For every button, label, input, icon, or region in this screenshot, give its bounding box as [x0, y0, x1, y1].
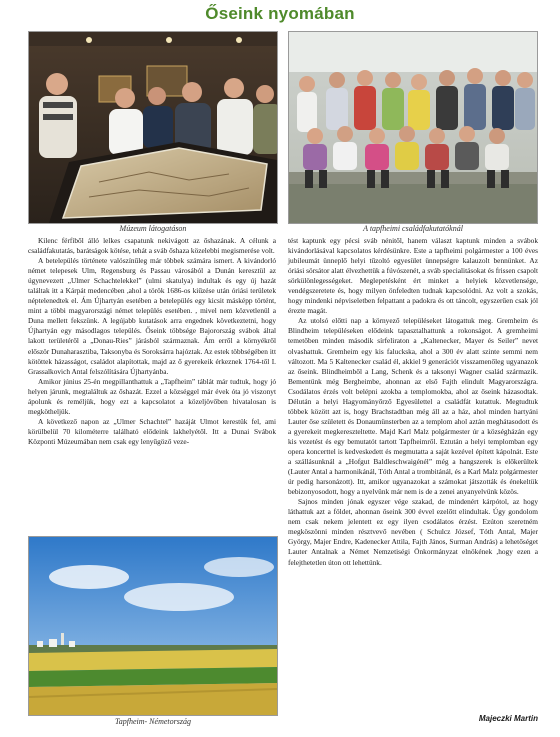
paragraph: Kilenc férfiből álló lelkes csapatunk nekivágott az őshazának. A célunk a családfakutatás, barátságok kötése, tehát a sváb őshaza közelebbi megismerése volt.: [28, 236, 276, 256]
museum-caption: Múzeum látogatáson: [119, 224, 187, 233]
paragraph: Az utolsó előtti nap a környező településeket látogattuk meg. Gremheim és Blindheim településeken elődeink tapasztalhattunk a rokonságot. A gremheimi temetőben minden második sírfeliraton a „Kaltenecker, Mayer és Seiler” nevet olvashattuk. Gremheim egy kis faluckska, ahol a 300 év alatt szinte semmi nem változott. Ma 5 Kaltenecker család él, akkiel 9 generációt visszamenőleg ugyanazok az őseink. Blindheimből a Lang, Schenk és a taksonyi Wagner család származik. Bementünk még Bergheimbe, ahonnan az első Fajth elindult Magyarországra. Csodálatos érzés volt belépni azokba a templomokba, ahol az őseink házasodtak. Délután a helyi Hagyományőrző Egyesülettel a családfát kutattuk. Megtudtuk többek között azt is, hogy Brachstadtban még áll az a ház, ahol minden hartyáni Lauter őse született és Donaumünsterben az a templom ahol aztán meghátasodott és a gyerekeit megkereszteltette. Majd Karl Malz polgármester úr a községházán egy kis vezetést és egy bemutatót tartott Tapfheimről. Eztután a helyi templomban egy opera koncerttel is kedveskedett és megmutatta a saját kezével épített kápolnát. Este a szállásunknál a „Hofgut Baldleschwaigénél” még a hangszerek is előkerültek (Lauter Antal a harmonikánál, Tóth Antal a trombitánál, és a Karl Malz polgármester úr pedig harsonázott). Itt, amikor ugyanazokat a számokat játszották és énekeltük bebizonyosodott, hogy a nyelvünk már nem is de a zenei anyanyelvünk közös.: [288, 316, 538, 497]
landscape-caption: Tapfheim- Németország: [115, 717, 191, 726]
page-title: Őseink nyomában: [205, 4, 355, 23]
left-column-text: [28, 236, 276, 447]
group-photo: [288, 31, 538, 224]
paragraph: A betelepülés története valószínűleg már többek számára ismert. A kivándorló német telepesek Ulm, Regensburg és Passau városából a Dunán keresztül az úgynevezett „Ulmer Schachtelekkel” (ulmi skatulya) indultak és egy új hazát találtak itt a Kárpát medencében ,ahol a török 1686-os kiűzése után óriási területek néptelenedtek el. Ám Újhartyán esetében a betelepülés egy kicsit másképp történt, mint a többi magyarországi német település esetében. , mivel nem közvetlenül a Duna mellett fekszünk. A legújabb kutatások arra engednek következtetni, hogy Újhartyán egy másodlagos település. Őseink többsége Bajorország svábok által lakott területéről a „Donau-Ries” járásból származnak. Ám erről a környékről először Dunaharasztiba, Taksonyba és Soroksárra hajóztak. Az estek többségében itt kötöttek házasságot, családot alapítottak, majd az ő gyerekeik érkeznek 1764-től I. Grassalkovich Antal felszólítására Újhartyánba.: [28, 256, 276, 376]
paragraph: Amikor június 25-én megpillanthattuk a „Tapfheim” táblát már tudtuk, hogy jó helyen járunk, megtaláltuk az őshazát. Ezzel a községgel már évek óta jó viszonyt ápolunk és reméljük, hogy ezt a kapcsolatot a közeljövőben hivatalosan is megkötheljük.: [28, 376, 276, 416]
museum-photo: [28, 31, 278, 224]
paragraph: A következő napon az „Ulmer Schachtel” hazáját Ulmot kerestük fel, ami körülbelül 70 kilométerre található elődeink lakhelyétől. Itt a Dunai Svábok Központi Múzeumában nem csak egy lenyűgöző veze-: [28, 416, 276, 446]
family-caption: A tapfheimi családfakutatóknál: [363, 224, 463, 233]
paragraph: tést kaptunk egy pécsi sváb nénitől, hanem választ kaptunk minden a svábok kivándorlásával kapcsolatos kérdésünkre. Este a tapfheimi polgármester a 100 éves jubileumát ünneplő helyi tűzoltó egyesület ünnepségre kalauzolt bennünket. Az óriási sörsátor alatt élvezhettük a fúvószenét, a sváb specialitásokat és frissen csapolt sörkülönlegességeket. Meglepetésként ért minket a helyiek közvetlensége, vendégszeretete és, hogy milyen önfeledten tudnak kapcsolódni. Az volt a szokás, hogy mindenki népviseletben felpattant a padokra és ott táncolt, egyszerűen csak jól érezte magát.: [288, 236, 538, 316]
landscape-photo: [28, 536, 278, 716]
paragraph: Sajnos minden jónak egyszer vége szakad, de mindenért kárpótol, az hogy láthattuk azt a földet, ahonnan őseink 300 évvel ezelőtt elindultak. Úgy gondolom nem csak nekem jelentett ez egy ilyen csodálatos érzést. Ezúton szeretném megköszönni minden résztvevő nevében ( Schulcz József, Tóth Antal, Majer György, Majer Endre, Kadenecker Attila, Fajth János, Surman András) a lehetőséget Lauter Antalnak a Német Nemzetiségi Önkormányzat elnökének ,hogy ezen a felejthetetlen úton ott lehettünk.: [288, 497, 538, 567]
author-signature: Majeczki Martin: [478, 714, 538, 723]
right-column-text: [288, 236, 538, 568]
